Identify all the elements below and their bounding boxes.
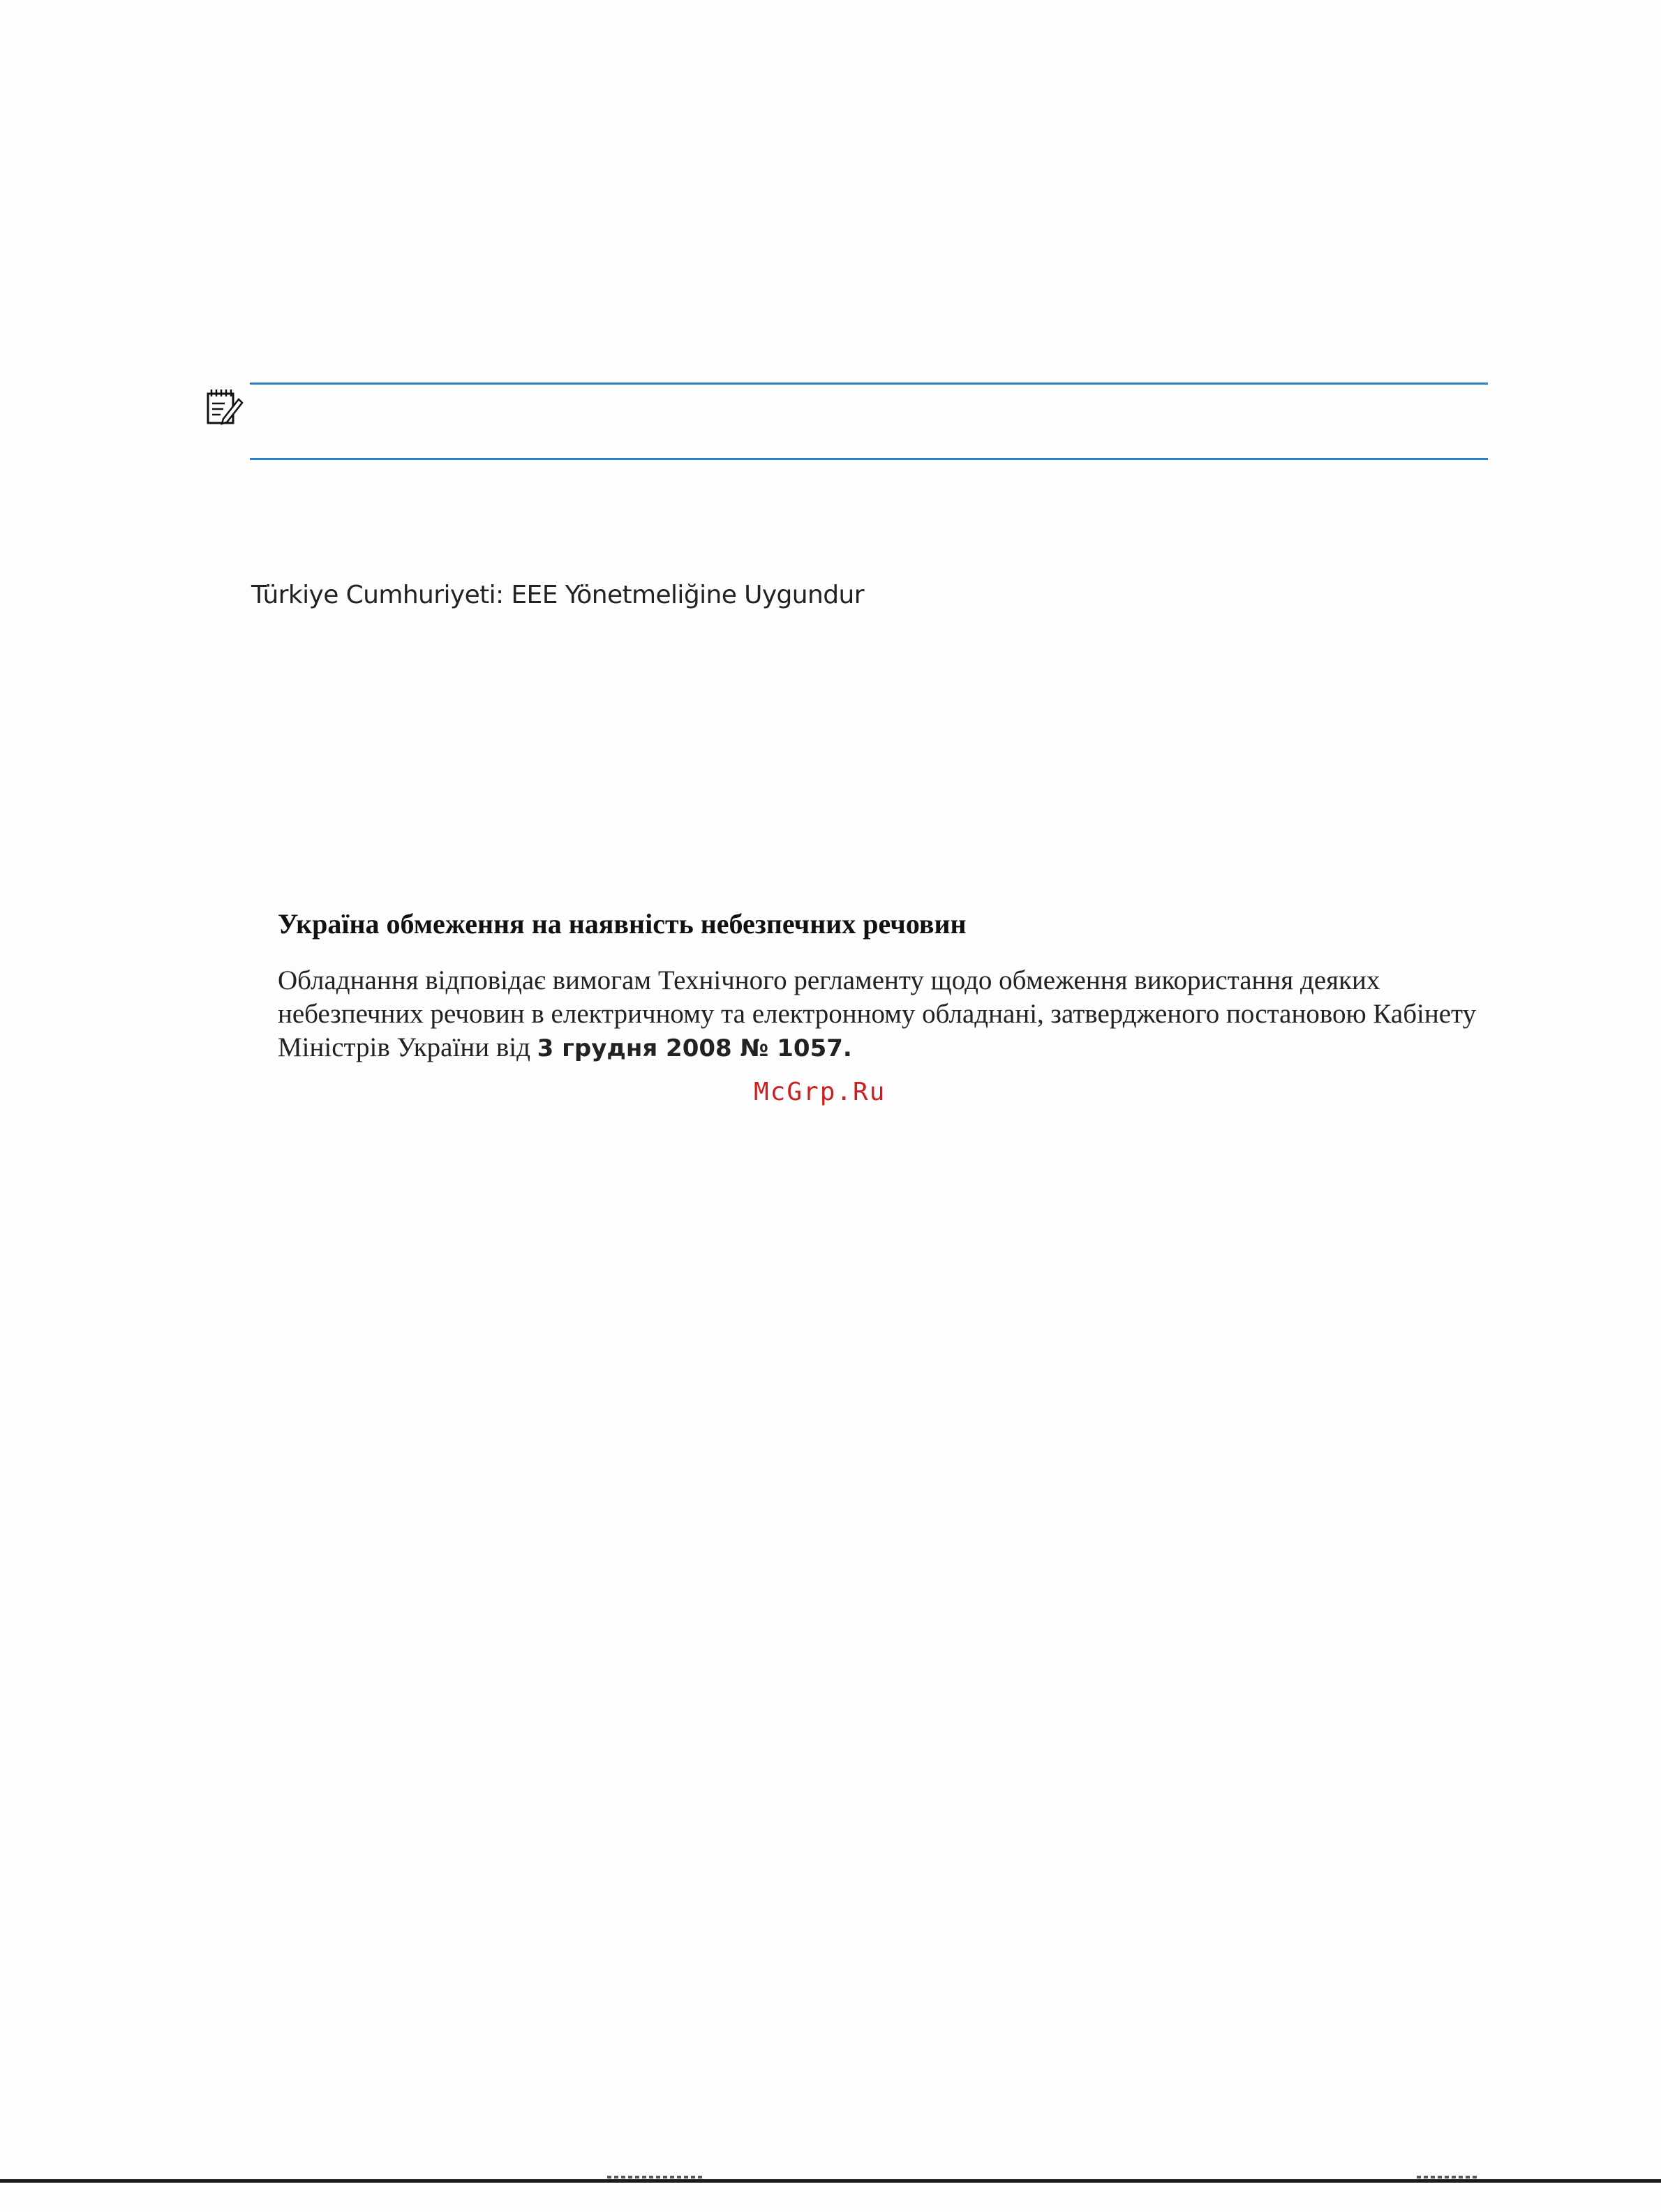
note-rule-bottom xyxy=(250,458,1488,460)
bottom-rule xyxy=(0,2179,1661,2183)
note-icon xyxy=(204,387,244,427)
ukraine-body-line-3 xyxy=(278,1031,1506,1065)
bottom-scan-marks-left xyxy=(607,2176,705,2178)
turkey-compliance-text: Türkiye Cumhuriyeti: EEE Yönetmeliğine Uygundur xyxy=(251,581,864,609)
note-rule-top xyxy=(250,383,1488,385)
ukraine-rohs-block xyxy=(278,907,1506,1065)
note-block xyxy=(204,383,1495,462)
watermark: McGrp.Ru xyxy=(754,1078,886,1106)
ukraine-rohs-body xyxy=(278,964,1506,1065)
ukraine-body-line-1: Обладнання відповідає вимогам Технічного регламенту щодо обмеження використання деяких xyxy=(278,965,1380,995)
ukraine-regulation-reference: 3 грудня 2008 № 1057. xyxy=(537,1034,852,1062)
ukraine-body-line-2: небезпечних речовин в електричному та електронному обладнані, затвердженого постановою Кабінету xyxy=(278,999,1477,1029)
ukraine-body-line-3-prefix: Міністрів України від xyxy=(278,1032,537,1062)
bottom-scan-marks-right xyxy=(1417,2176,1480,2178)
ukraine-rohs-title: Україна обмеження на наявність небезпечних речовин xyxy=(278,908,967,940)
